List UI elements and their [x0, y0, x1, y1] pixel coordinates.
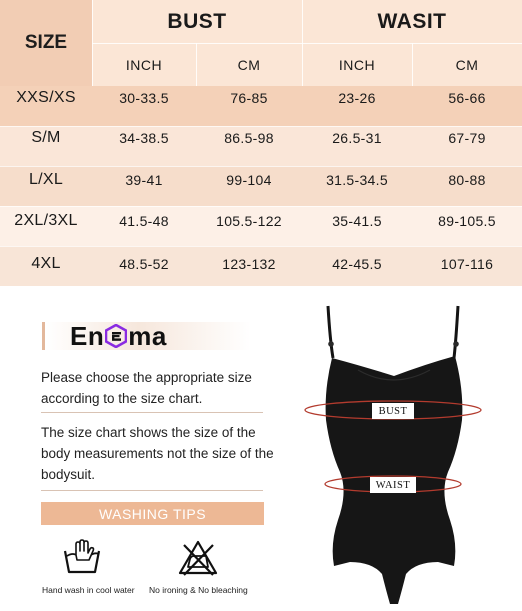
waist-header: WASIT [377, 9, 447, 33]
waist-label: WAIST [375, 479, 411, 491]
table-cell: 99-104 [226, 172, 272, 188]
table-cell: 56-66 [448, 90, 486, 106]
hand-wash-icon [62, 539, 102, 580]
size-label: S/M [31, 129, 61, 146]
table-cell: 26.5-31 [332, 130, 382, 146]
size-label: L/XL [28, 171, 64, 188]
unit-header-bust-inch: INCH [125, 56, 163, 73]
brand-suffix: ma [128, 321, 167, 351]
table-cell: 48.5-52 [119, 256, 169, 272]
hand-wash-caption: Hand wash in cool water [42, 585, 135, 595]
bust-label: BUST [378, 405, 408, 417]
unit-header-waist-cm: CM [455, 56, 479, 73]
size-advice-text: Please choose the appropriate size according to the size chart. [41, 370, 252, 406]
size-label: 4XL [31, 255, 61, 272]
table-cell: 42-45.5 [332, 256, 382, 272]
table-cell: 76-85 [230, 90, 268, 106]
divider [41, 490, 263, 491]
washing-tips-banner: WASHING TIPS [41, 502, 264, 525]
no-iron-no-bleach-icon [176, 539, 220, 582]
size-label: 2XL/3XL [14, 212, 78, 229]
brand-logo [70, 321, 167, 352]
brand-e-mark-icon [105, 324, 127, 348]
divider [41, 412, 263, 413]
unit-header-waist-inch: INCH [338, 56, 376, 73]
table-cell: 105.5-122 [216, 213, 282, 229]
table-cell: 80-88 [448, 172, 486, 188]
bust-header: BUST [167, 9, 227, 33]
brand-accent-bar [42, 322, 45, 350]
table-cell: 86.5-98 [224, 130, 274, 146]
unit-header-bust-cm: CM [237, 56, 261, 73]
table-cell: 39-41 [125, 172, 163, 188]
table-cell: 89-105.5 [438, 213, 496, 229]
table-cell: 31.5-34.5 [326, 172, 388, 188]
bodysuit-figure [298, 300, 510, 606]
measurement-note-text: The size chart shows the size of the body measurements not the size of the bodysuit. [41, 425, 274, 482]
table-cell: 30-33.5 [119, 90, 169, 106]
table-cell: 67-79 [448, 130, 486, 146]
table-cell: 41.5-48 [119, 213, 169, 229]
size-header: SIZE [24, 32, 68, 53]
table-cell: 35-41.5 [332, 213, 382, 229]
table-cell: 34-38.5 [119, 130, 169, 146]
brand-prefix: En [70, 321, 105, 351]
table-cell: 23-26 [338, 90, 376, 106]
table-cell: 107-116 [440, 256, 494, 272]
size-label: XXS/XS [16, 89, 76, 106]
size-chart-table [0, 0, 522, 286]
table-cell: 123-132 [222, 256, 276, 272]
no-iron-caption: No ironing & No bleaching [149, 585, 248, 595]
